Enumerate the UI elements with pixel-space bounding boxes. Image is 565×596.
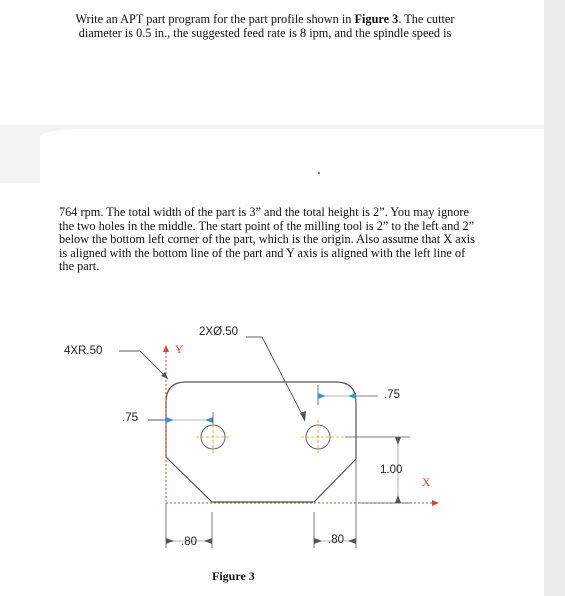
dim-bottom-left-80: .80 bbox=[181, 536, 197, 548]
dim-top-right-75: .75 bbox=[384, 389, 400, 401]
x-axis-label: X bbox=[422, 477, 431, 489]
para1-figure-ref: Figure 3 bbox=[354, 12, 399, 26]
hole-diameter-label: 2XØ.50 bbox=[199, 326, 238, 338]
dim-right-100: 1.00 bbox=[380, 464, 403, 476]
radius-label: 4XR.50 bbox=[64, 345, 103, 357]
para1-suffix: . The cutter diameter is 0.5 in., the suggested feed rate is 8 ipm, and the spindle speed is bbox=[78, 12, 455, 40]
y-axis-label: Y bbox=[175, 344, 184, 356]
figure-caption: Figure 3 bbox=[212, 569, 255, 583]
part-outline bbox=[166, 382, 356, 502]
dim-left-75: .75 bbox=[122, 412, 138, 424]
para1-prefix: Write an APT part program for the part profile shown in bbox=[75, 12, 355, 26]
problem-paragraph-2: 764 rpm. The total width of the part is 3” and the total height is 2”. You may ignore the two holes in the middle. The start point of the milling tool is 2” to the left and 2” below the bottom left corner of the part, which is the origin. Also assume that X axis is aligned with the bottom line of the part and Y axis is aligned with the left line of the part. bbox=[59, 205, 475, 273]
dim-bottom-right-80: .80 bbox=[328, 534, 344, 546]
